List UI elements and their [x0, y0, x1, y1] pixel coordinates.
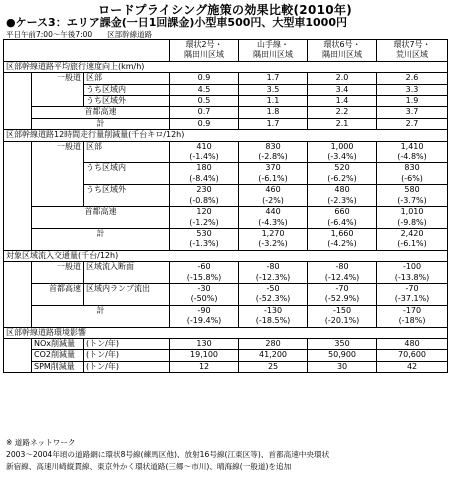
table-row: (-1.2%) (-4.3%) (-6.4%) (-9.8%)	[4, 218, 448, 229]
table-row: 計 0.9 1.7 2.1 2.7	[4, 118, 448, 129]
row-sublabel: うち区域外	[84, 96, 170, 107]
row-label: 計	[32, 228, 170, 239]
table-row: うち区域外 0.5 1.1 1.4 1.9	[4, 96, 448, 107]
row-label: 首都高速	[32, 283, 84, 294]
row-unit: (トン/年)	[84, 361, 170, 372]
table-row: (-1.4%) (-2.8%) (-3.4%) (-4.8%)	[4, 152, 448, 163]
section-header-env: 区部幹線道路環境影響	[4, 327, 448, 338]
column-header: 環状7号・ 荒川区域	[377, 40, 448, 62]
table-row: うち区域外 230 460 480 580	[4, 185, 448, 196]
page-title: ロードプライシング施策の効果比較(2010年)	[97, 3, 352, 17]
row-label: 一般道	[32, 73, 84, 84]
table-row: 計 530 1,270 1,660 2,420	[4, 228, 448, 239]
header-blank-cell	[4, 40, 170, 62]
row-sublabel: 区部	[84, 141, 170, 152]
footnotes	[6, 437, 329, 474]
row-label: 一般道	[32, 141, 84, 152]
footnote-line: 新宿線、高速川崎縦貫線、東京外かく環状道路(三郷～市川)、晴海線(一般道)を追加	[6, 462, 292, 472]
footnote-heading: ※ 道路ネットワーク	[6, 438, 76, 447]
row-label: SPM削減量	[32, 361, 84, 372]
section-header-row	[4, 327, 448, 338]
table-row: うち区域内 180 370 520 830	[4, 163, 448, 174]
row-sublabel: 区域流入断面	[84, 262, 170, 273]
section-header-row	[4, 130, 448, 141]
row-label: NOx削減量	[32, 338, 84, 349]
column-header: 山手線・ 隅田川区域	[239, 40, 308, 62]
table-row: CO2削減量 (トン/年) 19,100 41,200 50,900 70,600	[4, 350, 448, 361]
row-sublabel: 区域内ランプ流出	[84, 283, 170, 294]
table-row: SPM削減量 (トン/年) 12 25 30 42	[4, 361, 448, 372]
time-label: 平日午前7:00～午後7:00 区部幹線道路	[6, 30, 153, 39]
row-label: CO2削減量	[32, 350, 84, 361]
comparison-table	[3, 39, 448, 373]
section-header-traffic: 区部幹線道路12時間走行量削減量(千台キロ/12h)	[4, 130, 448, 141]
row-unit: (トン/年)	[84, 350, 170, 361]
row-sublabel: 区部	[84, 73, 170, 84]
column-header-row	[4, 40, 448, 62]
row-label: 計	[32, 118, 170, 129]
table-row: 一般道 区部 0.9 1.7 2.0 2.6	[4, 73, 448, 84]
table-row: (-0.8%) (-2%) (-2.3%) (-3.7%)	[4, 196, 448, 207]
table-row: (-1.3%) (-3.2%) (-4.2%) (-6.1%)	[4, 239, 448, 250]
row-sublabel: うち区域外	[84, 185, 170, 196]
section-header-row	[4, 61, 448, 72]
table-row: 首都高速 120 440 660 1,010	[4, 207, 448, 218]
column-header: 環状2号・ 隅田川区域	[170, 40, 239, 62]
table-row: 一般道 区部 410 830 1,000 1,410	[4, 141, 448, 152]
row-sublabel: うち区域内	[84, 163, 170, 174]
table-row: (-50%) (-52.3%) (-52.9%) (-37.1%)	[4, 294, 448, 305]
row-label: 首都高速	[32, 107, 170, 118]
row-label: 計	[32, 305, 170, 316]
section-header-inflow: 対象区域流入交通量(千台/12h)	[4, 250, 448, 261]
column-header: 環状6号・ 隅田川区域	[308, 40, 377, 62]
footnote-line: 2003～2004年頃の道路網に環状8号線(練馬区他)、放射16号線(江東区等)、首都高速中央環状	[6, 450, 330, 460]
section-header-row	[4, 250, 448, 261]
table-row: 計 -90 -130 -150 -170	[4, 305, 448, 316]
table-row: (-8.4%) (-6.1%) (-6.2%) (-6%)	[4, 174, 448, 185]
row-label: 一般道	[32, 262, 84, 273]
table-row: 首都高速 区域内ランプ流出 -30 -50 -70 -70	[4, 283, 448, 294]
case-label: ●ケース3：エリア課金(一日1回課金)小型車500円、大型車1000円	[6, 16, 347, 29]
table-row: (-19.4%) (-18.5%) (-20.1%) (-18%)	[4, 316, 448, 327]
table-row: うち区域内 4.5 3.5 3.4 3.3	[4, 84, 448, 95]
table-row: NOx削減量 (トン/年) 130 280 350 480	[4, 338, 448, 349]
row-sublabel: うち区域内	[84, 84, 170, 95]
section-header-speed: 区部幹線道路平均旅行速度向上(km/h)	[4, 61, 448, 72]
row-label: 首都高速	[32, 207, 170, 218]
row-unit: (トン/年)	[84, 338, 170, 349]
table-row: 首都高速 0.7 1.8 2.2 3.7	[4, 107, 448, 118]
table-row: 一般道 区域流入断面 -60 -80 -80 -100	[4, 262, 448, 273]
table-row: (-15.8%) (-12.3%) (-12.4%) (-13.8%)	[4, 273, 448, 284]
